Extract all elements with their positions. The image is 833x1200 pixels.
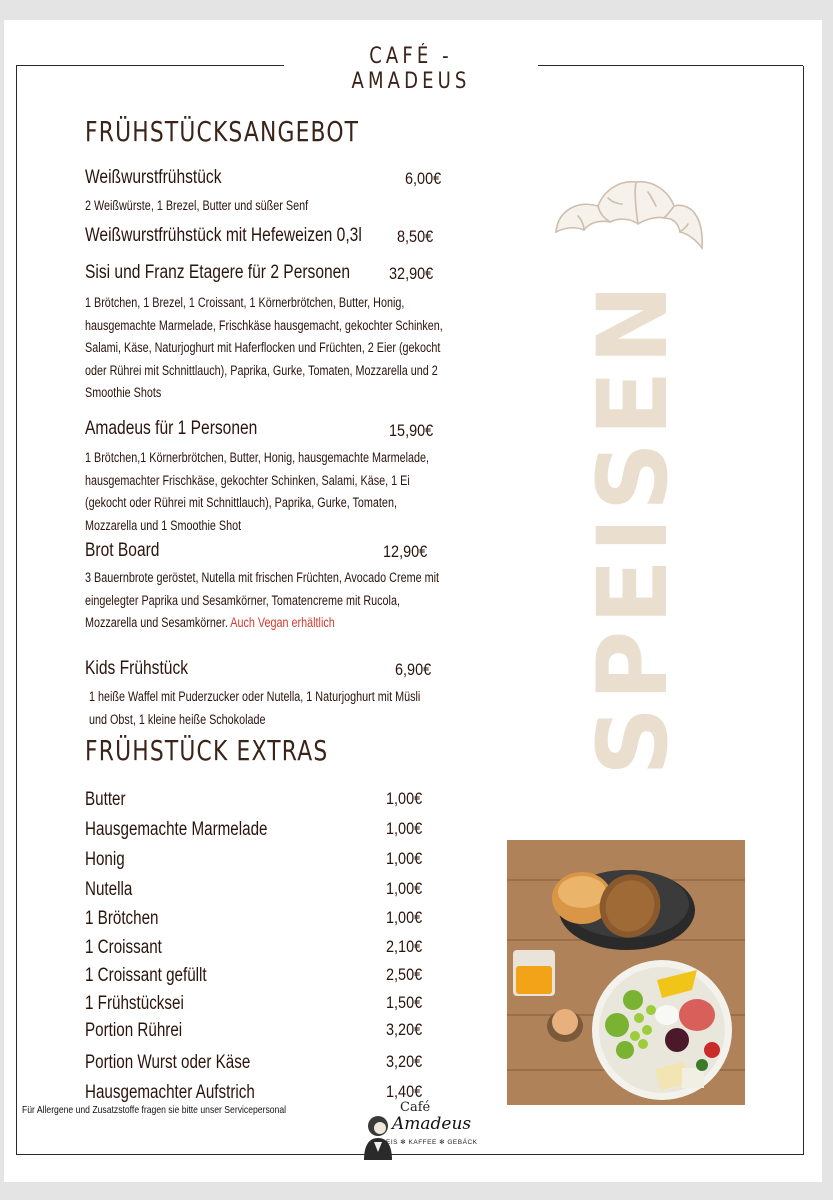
logo-subtitle: EIS ✻ KAFFEE ✻ GEBÄCK [386, 1139, 478, 1146]
menu-item-description: 1 Brötchen,1 Körnerbrötchen, Butter, Honig, hausgemachte Marmelade, hausgemachter Frischkäse, gekochter Schinken, Salami, Käse, 1 Ei (gekocht oder Rührei mit Schnittlauch), Paprika, Gurke, Tomaten, Mozzarella und 1 Smoothie Shot [85, 450, 429, 533]
menu-item-price: 6,00€ [405, 169, 442, 188]
menu-item-name: Sisi und Franz Etagere für 2 Personen [85, 262, 351, 283]
menu-item-price: 15,90€ [389, 421, 434, 440]
extra-item-name: Hausgemachter Aufstrich [85, 1082, 255, 1103]
extra-item-name: Honig [85, 849, 125, 870]
extra-item-price: 1,00€ [386, 849, 423, 868]
extra-item-name: Hausgemachte Marmelade [85, 819, 268, 840]
extra-item-name: 1 Croissant gefüllt [85, 965, 207, 986]
menu-item-name: Brot Board [85, 540, 160, 561]
extra-item-price: 1,00€ [386, 908, 423, 927]
extra-item-price: 3,20€ [386, 1020, 423, 1039]
extra-item-price: 1,50€ [386, 993, 423, 1012]
extra-item-price: 1,00€ [386, 819, 423, 838]
extra-item-name: Portion Wurst oder Käse [85, 1052, 251, 1073]
extra-item-name: 1 Brötchen [85, 908, 159, 929]
vegan-note: Auch Vegan erhältlich [230, 615, 335, 630]
menu-item-description: 2 Weißwürste, 1 Brezel, Butter und süßer Senf [85, 198, 309, 213]
menu-item-description: 1 heiße Waffel mit Puderzucker oder Nutella, 1 Naturjoghurt mit Müsli und Obst, 1 kleine heiße Schokolade [89, 689, 421, 727]
menu-item-name: Weißwurstfrühstück [85, 167, 222, 188]
menu-item-price: 32,90€ [389, 264, 434, 283]
logo-cafe-text: Café [400, 1100, 431, 1115]
menu-item-description [85, 567, 445, 635]
extra-item-name: 1 Croissant [85, 937, 162, 958]
breakfast-photo [507, 840, 745, 1105]
menu-item-description: 1 Brötchen, 1 Brezel, 1 Croissant, 1 Körnerbrötchen, Butter, Honig, hausgemachte Marmelade, Frischkäse hausgemacht, gekochter Schinken, Salami, Käse, Naturjoghurt mit Haferflocken und Früchten, 2 Eier (gekocht oder Rührei mit Schnittlauch), Paprika, Gurke, Tomaten, Mozzarella und 2 Smoothie Shots [85, 295, 443, 400]
extra-item-price: 1,40€ [386, 1082, 423, 1101]
menu-item-price: 6,90€ [395, 660, 432, 679]
extra-item-name: 1 Frühstücksei [85, 993, 184, 1014]
extra-item-price: 2,10€ [386, 937, 423, 956]
description-text: 3 Bauernbrote geröstet, Nutella mit frischen Früchten, Avocado Creme mit eingelegter Paprika und Sesamkörner, Tomatencreme mit Rucola, Mozzarella und Sesamkörner. [85, 570, 439, 630]
allergen-note: Für Allergene und Zusatzstoffe fragen sie bitte unser Servicepersonal [22, 1104, 287, 1116]
extra-item-price: 1,00€ [386, 789, 423, 808]
speisen-vertical-text: SPEISEN [577, 278, 689, 776]
menu-item-name: Weißwurstfrühstück mit Hefeweizen 0,3l [85, 225, 362, 246]
extra-item-price: 1,00€ [386, 879, 423, 898]
menu-item-price: 8,50€ [397, 227, 434, 246]
menu-item-price: 12,90€ [383, 542, 428, 561]
extra-item-price: 3,20€ [386, 1052, 423, 1071]
extra-item-name: Portion Rührei [85, 1020, 183, 1041]
croissant-icon [548, 170, 708, 282]
menu-item-name: Amadeus für 1 Personen [85, 418, 258, 439]
extra-item-price: 2,50€ [386, 965, 423, 984]
breakfast-heading: FRÜHSTÜCKSANGEBOT [85, 115, 360, 148]
extra-item-name: Nutella [85, 879, 133, 900]
extra-item-name: Butter [85, 789, 126, 810]
cafe-title: CAFÉ - AMADEUS [351, 44, 471, 94]
extras-heading: FRÜHSTÜCK EXTRAS [85, 734, 329, 767]
menu-item-name: Kids Frühstück [85, 658, 189, 679]
logo-amadeus-text: Amadeus [392, 1114, 472, 1134]
